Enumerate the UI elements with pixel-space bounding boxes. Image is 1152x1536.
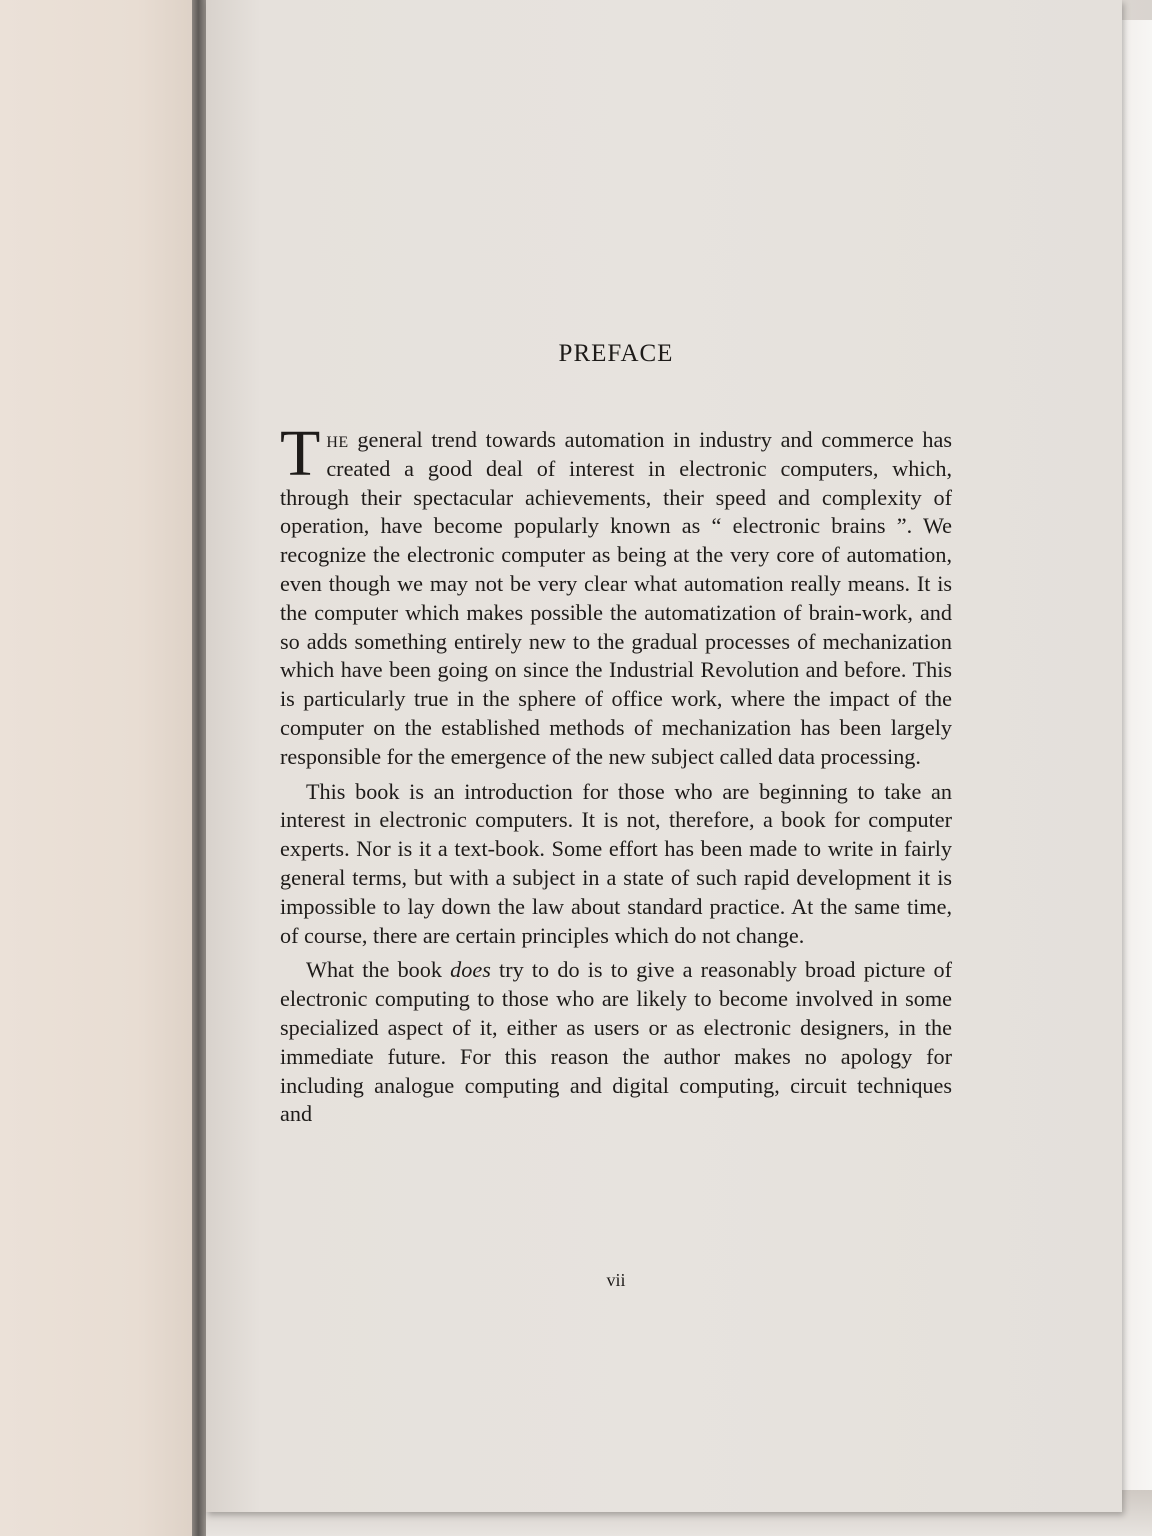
paragraph-3-text-end: try to do is to give a reasonably broad picture of electronic computing to those who are likely to become involved in some specialized aspect of it, either as users or as electronic designers, in the immediate future. For this reason the author makes no apology for including analogue computing and digital computing, circuit techniques and xyxy=(280,957,953,1127)
paragraph-3 xyxy=(280,956,952,1129)
drop-cap: T xyxy=(280,417,321,490)
page-edge xyxy=(1122,20,1152,1510)
preface-text-block xyxy=(280,340,953,1290)
page-title: PREFACE xyxy=(558,340,674,367)
page-number: vii xyxy=(606,1270,626,1290)
paragraph-1-text: general trend towards automation in industry and commerce has created a good deal of interest in electronic computers, which, through their spectacular achievements, their speed and complexity of operation, have become popularly known as “ electronic brains ”. We recognize the electronic computer as being at the very core of automation, even though we may not be very clear what automation really means. It is the computer which makes possible the automatization of brain-work, and so adds something entirely new to the gradual processes of mechanization which have been going on since the Industrial Revolution and before. This is particularly true in the sphere of office work, where the impact of the computer on the established methods of mechanization has been largely responsible for the emergence of the new subject called data processing. xyxy=(280,427,952,769)
paragraph-3-text-start: What the book xyxy=(306,957,451,983)
paragraph-1 xyxy=(280,417,952,772)
paragraph-3-emphasis: does xyxy=(450,957,491,983)
left-page xyxy=(0,0,196,1536)
paragraph-2 xyxy=(280,778,952,951)
paragraph-2-text: This book is an introduction for those who are beginning to take an interest in electronic computers. It is not, therefore, a book for computer experts. Nor is it a text-book. Some effort has been made to write in fairly general terms, but with a subject in a state of such rapid development it is impossible to lay down the law about standard practice. At the same time, of course, there are certain principles which do not change. xyxy=(280,778,952,948)
drop-cap-continuation: he xyxy=(326,427,349,452)
